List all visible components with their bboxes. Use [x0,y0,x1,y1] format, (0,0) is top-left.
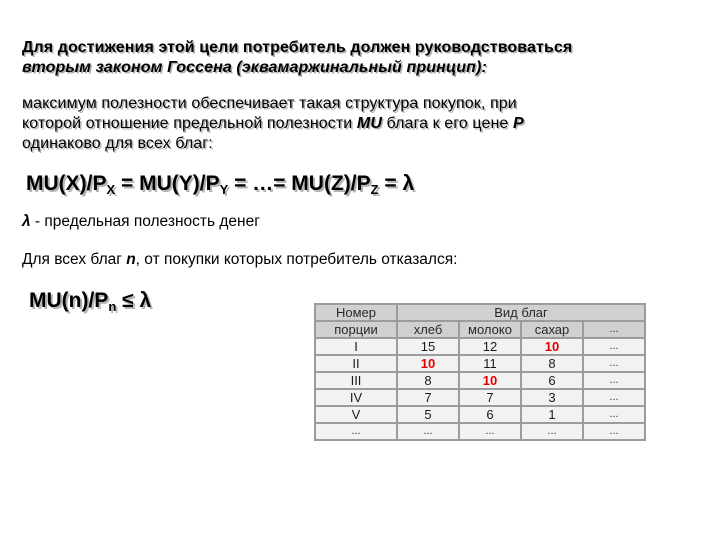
table-cell: ... [398,424,458,439]
description-line-1: максимум полезности обеспечивает такая структура покупок, при [22,95,517,112]
table-cell-highlight: 10 [460,373,520,388]
description-line-2-a: которой отношение предельной полезности [22,115,357,132]
column-header: ... [584,322,644,337]
table-cell: 6 [460,407,520,422]
table-cell: II [316,356,396,371]
gossen-law-intro [22,38,662,78]
intro-line-2: вторым законом Госсена (эквамаржинальный принцип): [22,59,487,76]
table-cell: ... [522,424,582,439]
table-cell: ... [584,373,644,388]
formula1-part-2: = MU(Y)/P [115,172,220,195]
table-cell: 12 [460,339,520,354]
mu-term: MU [356,115,382,132]
marginal-utility-table [314,303,646,441]
table-cell: ... [584,356,644,371]
table-header-row-1 [316,305,644,320]
formula1-sub-x: X [106,182,116,197]
column-header: хлеб [398,322,458,337]
table-cell: ... [584,407,644,422]
column-header: сахар [522,322,582,337]
formula1-part-4: = λ [378,172,415,195]
utility-maximum-description [22,94,662,154]
table-cell: 7 [398,390,458,405]
table-cell: IV [316,390,396,405]
description-line-2-b: блага к его цене [381,115,513,132]
n-variable: n [126,251,136,268]
table-row [316,356,644,371]
header-number-bottom: порции [316,322,396,337]
column-header: молоко [460,322,520,337]
table-cell: ... [460,424,520,439]
formula1-sub-z: Z [370,182,379,197]
table-row [316,407,644,422]
table-row [316,390,644,405]
table-cell: 11 [460,356,520,371]
table-row [316,424,644,439]
table-cell: 8 [522,356,582,371]
table-cell: 15 [398,339,458,354]
formula1-part-1: MU(X)/P [26,172,107,195]
price-term: P [512,115,524,132]
lambda-text: - предельная полезность денег [30,213,260,230]
table-cell: I [316,339,396,354]
formula1-sub-y: Y [219,182,229,197]
equimarginal-formula [26,172,414,196]
formula2-part-2: ≤ λ [116,289,152,312]
table-cell: 5 [398,407,458,422]
table-row [316,339,644,354]
formula1-part-3: = …= MU(Z)/P [228,172,371,195]
table-header-row-2 [316,322,644,337]
table-cell: ... [316,424,396,439]
table-cell: 8 [398,373,458,388]
lambda-definition [22,212,260,232]
description-line-2 [22,114,662,134]
table-cell: 3 [522,390,582,405]
rejected-goods-note [22,250,457,270]
table-cell: 7 [460,390,520,405]
table-cell: 6 [522,373,582,388]
table-cell: 1 [522,407,582,422]
rejected-goods-b: , от покупки которых потребитель отказался: [135,251,458,268]
header-goods: Вид благ [398,305,644,320]
description-line-3: одинаково для всех благ: [22,135,213,152]
table-cell-highlight: 10 [398,356,458,371]
rejected-goods-a: Для всех благ [22,251,127,268]
formula2-part-1: MU(n)/P [29,289,109,312]
table-cell: ... [584,424,644,439]
formula2-sub-n: n [108,299,117,314]
table-cell-highlight: 10 [522,339,582,354]
lambda-symbol: λ [22,213,31,230]
header-number-top: Номер [316,305,396,320]
table-cell: ... [584,390,644,405]
inequality-formula [29,289,151,313]
table-cell: ... [584,339,644,354]
table-cell: III [316,373,396,388]
table-row [316,373,644,388]
table-cell: V [316,407,396,422]
intro-line-1: Для достижения этой цели потребитель должен руководствоваться [22,39,573,56]
